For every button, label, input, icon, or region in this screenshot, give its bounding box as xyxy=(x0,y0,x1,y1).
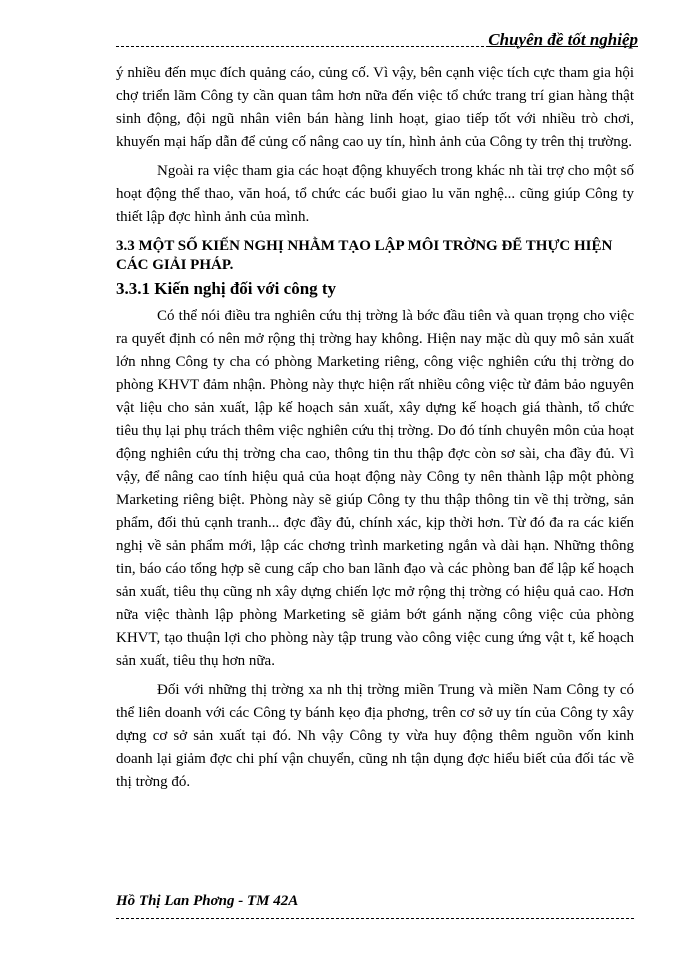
footer-divider xyxy=(116,918,634,919)
paragraph-market-research: Có thể nói điều tra nghiên cứu thị trờng là bớc đầu tiên và quan trọng cho việc ra quyết định có nên mở rộng thị trờng hay không. Hiện nay mặc dù quy mô sản xuất lớn nhng Công ty cha có phòng Marketing riêng, công việc nghiên cứu thị trờng do phòng KHVT đảm nhận. Phòng này thực hiện rất nhiều công việc từ đảm bảo nguyên vật liệu cho sản xuất, lập kế hoạch sản xuất, xây dựng kế hoạch giá thành, tổ chức tiêu thụ lại phụ trách thêm việc nghiên cứu thị trờng. Do đó tính chuyên môn của hoạt động nghiên cứu thị trờng cha cao, thông tin thu thập đợc còn sơ sài, cha đầy đủ. Vì vậy, để nâng cao tính hiệu quả của hoạt động này Công ty nên thành lập một phòng Marketing riêng biệt. Phòng này sẽ giúp Công ty thu thập thông tin về thị trờng, sản phẩm, đối thủ cạnh tranh... đợc đầy đủ, chính xác, kịp thời hơn. Từ đó đa ra các kiến nghị về sản phẩm mới, lập các chơng trình marketing ngắn và dài hạn. Những thông tin, báo cáo tổng hợp sẽ cung cấp cho ban lãnh đạo và các phòng ban để lập kế hoạch sản xuất, tiêu thụ cũng nh xây dựng chiến lợc mở rộng thị trờng có hiệu quả cao. Hơn nữa việc thành lập phòng Marketing sẽ giảm bớt gánh nặng công việc của phòng KHVT, tạo thuận lợi cho phòng này tập trung vào công việc cung ứng vật t, kế hoạch sản xuất, tiêu thụ hơn nữa. xyxy=(116,308,634,669)
paragraph-joint-venture: Đối với những thị trờng xa nh thị trờng miền Trung và miền Nam Công ty có thể liên doanh với các Công ty bánh kẹo địa phơng, trên cơ sở uy tín của Công ty xây dựng cơ sở sản xuất tại đó. Nh vậy Công ty vừa huy động thêm nguồn vốn kinh doanh lại giảm đợc chi phí vận chuyển, cũng nh tận dụng đợc hiểu biết của đối tác về thị trờng đó. xyxy=(116,682,634,790)
header-title: Chuyên đề tốt nghiệp xyxy=(488,30,638,49)
section-heading: 3.3 MỘT SỐ KIẾN NGHỊ NHẰM TẠO LẬP MÔI TRỜNG ĐỂ THỰC HIỆN CÁC GIẢI PHÁP. xyxy=(116,238,613,273)
footer-author: Hồ Thị Lan Phơng - TM 42A xyxy=(116,893,299,909)
subsection-heading: 3.3.1 Kiến nghị đối với công ty xyxy=(116,279,337,298)
paragraph-promotion: Ngoài ra việc tham gia các hoạt động khuyếch trong khác nh tài trợ cho một số hoạt động thể thao, văn hoá, tổ chức các buổi giao lu văn nghệ... cũng giúp Công ty thiết lập đợc hình ảnh của mình. xyxy=(116,163,634,225)
paragraph-continued: ý nhiều đến mục đích quảng cáo, củng cố. Vì vậy, bên cạnh việc tích cực tham gia hội chợ triển lãm Công ty cần quan tâm hơn nữa đến việc tổ chức trang trí gian hàng thật sinh động, đội ngũ nhân viên bán hàng linh hoạt, giao tiếp tốt với nhiều trò chơi, khuyến mại hấp dẫn để củng cố nâng cao uy tín, hình ảnh của Công ty trên thị trường. xyxy=(116,65,634,150)
header-divider xyxy=(116,46,634,47)
page-content xyxy=(116,62,634,800)
